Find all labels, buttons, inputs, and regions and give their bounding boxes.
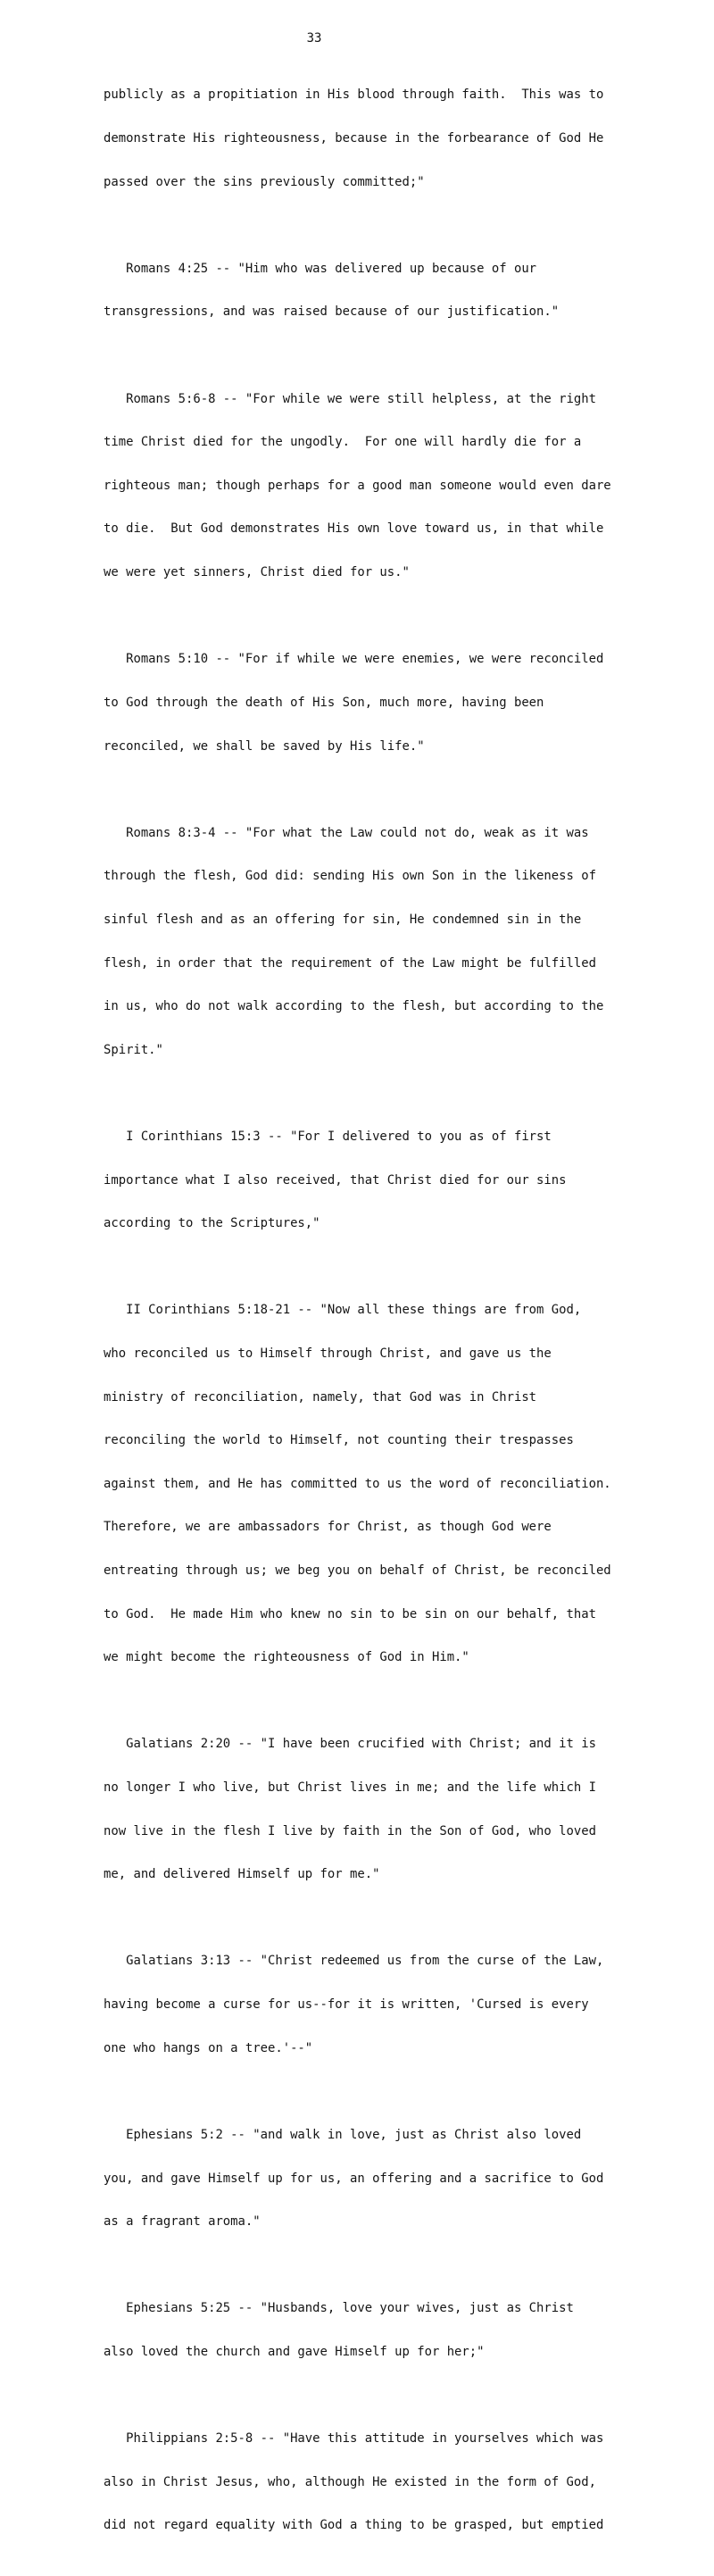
text-line: Spirit." xyxy=(104,1042,163,1057)
text-line: Philippians 2:5-8 -- "Have this attitude in yourselves which was xyxy=(104,2431,604,2447)
text-line: Galatians 3:13 -- "Christ redeemed us from the curse of the Law, xyxy=(104,1954,604,1969)
text-line: sinful flesh and as an offering for sin, He condemned sin in the xyxy=(104,912,582,927)
text-line: who reconciled us to Himself through Christ, and gave us the xyxy=(104,1346,552,1361)
text-line: to God through the death of His Son, much more, having been xyxy=(104,695,544,710)
text-line: also in Christ Jesus, who, although He existed in the form of God, xyxy=(104,2474,596,2489)
page-number: 33 xyxy=(306,31,322,46)
text-line: also loved the church and gave Himself up for her;" xyxy=(104,2344,485,2359)
text-line: righteous man; though perhaps for a good man someone would even dare xyxy=(104,478,611,493)
text-line: against them, and He has committed to us the word of reconciliation. xyxy=(104,1476,611,1491)
text-line: Romans 8:3-4 -- "For what the Law could not do, weak as it was xyxy=(104,825,589,840)
text-line: Ephesians 5:25 -- "Husbands, love your wives, just as Christ xyxy=(104,2301,574,2316)
text-line: I Corinthians 15:3 -- "For I delivered to you as of first xyxy=(104,1129,552,1144)
text-line: did not regard equality with God a thing to be grasped, but emptied xyxy=(104,2518,604,2533)
text-line: transgressions, and was raised because of our justification." xyxy=(104,304,560,320)
text-line: Galatians 2:20 -- "I have been crucified with Christ; and it is xyxy=(104,1737,596,1752)
paragraph-galatians-3-13 xyxy=(104,1925,639,2084)
text-line: to die. But God demonstrates His own love toward us, in that while xyxy=(104,521,604,537)
paragraph-romans-8-3-4 xyxy=(104,796,639,1086)
text-line: passed over the sins previously committed;" xyxy=(104,174,425,189)
text-line: as a fragrant aroma." xyxy=(104,2214,261,2230)
text-line: importance what I also received, that Christ died for our sins xyxy=(104,1172,567,1188)
text-line: through the flesh, God did: sending His own Son in the likeness of xyxy=(104,869,596,884)
text-line: Romans 5:6-8 -- "For while we were still helpless, at the right xyxy=(104,391,596,406)
text-line: time Christ died for the ungodly. For one will hardly die for a xyxy=(104,435,582,450)
paragraph-galatians-2-20 xyxy=(104,1708,639,1911)
text-line: entreating through us; we beg you on behalf of Christ, be reconciled xyxy=(104,1563,611,1579)
text-line: me, and delivered Himself up for me." xyxy=(104,1867,380,1882)
paragraph-ephesians-5-2 xyxy=(104,2099,639,2258)
text-line: we were yet sinners, Christ died for us." xyxy=(104,565,410,580)
paragraph-romans-5-10 xyxy=(104,623,639,782)
text-line: ministry of reconciliation, namely, that God was in Christ xyxy=(104,1389,537,1405)
text-line: no longer I who live, but Christ lives in me; and the life which I xyxy=(104,1780,596,1796)
text-line: to God. He made Him who knew no sin to be sin on our behalf, that xyxy=(104,1606,596,1621)
text-line: Ephesians 5:2 -- "and walk in love, just as Christ also loved xyxy=(104,2127,582,2142)
text-line: in us, who do not walk according to the flesh, but according to the xyxy=(104,999,604,1014)
paragraph-romans-5-6-8 xyxy=(104,363,639,608)
text-line: we might become the righteousness of God in Him." xyxy=(104,1650,469,1665)
text-line: reconciling the world to Himself, not counting their trespasses xyxy=(104,1433,574,1448)
body-text xyxy=(104,59,639,2576)
text-line: publicly as a propitiation in His blood through faith. This was to xyxy=(104,88,604,103)
text-line: Romans 5:10 -- "For if while we were enemies, we were reconciled xyxy=(104,652,604,667)
text-line: one who hangs on a tree.'--" xyxy=(104,2040,313,2055)
paragraph-romans-4-25 xyxy=(104,232,639,348)
text-line: Therefore, we are ambassadors for Christ, as though God were xyxy=(104,1520,552,1535)
text-line: now live in the flesh I live by faith in the Son of God, who loved xyxy=(104,1823,596,1838)
text-line: reconciled, we shall be saved by His life." xyxy=(104,738,425,754)
paragraph-2-corinthians-5-18-21 xyxy=(104,1274,639,1694)
text-line: II Corinthians 5:18-21 -- "Now all these things are from God, xyxy=(104,1303,582,1318)
paragraph-ephesians-5-25 xyxy=(104,2272,639,2388)
paragraph-romans-3-25-cont xyxy=(104,59,639,218)
paragraph-philippians-2-5-8 xyxy=(104,2403,639,2562)
text-line: according to the Scriptures," xyxy=(104,1216,320,1231)
text-line: flesh, in order that the requirement of the Law might be fulfilled xyxy=(104,955,596,971)
paragraph-1-corinthians-15-3 xyxy=(104,1101,639,1260)
text-line: you, and gave Himself up for us, an offering and a sacrifice to God xyxy=(104,2171,604,2186)
text-line: Romans 4:25 -- "Him who was delivered up because of our xyxy=(104,261,537,276)
text-line: demonstrate His righteousness, because in the forbearance of God He xyxy=(104,131,604,146)
text-line: having become a curse for us--for it is written, 'Cursed is every xyxy=(104,1997,589,2013)
